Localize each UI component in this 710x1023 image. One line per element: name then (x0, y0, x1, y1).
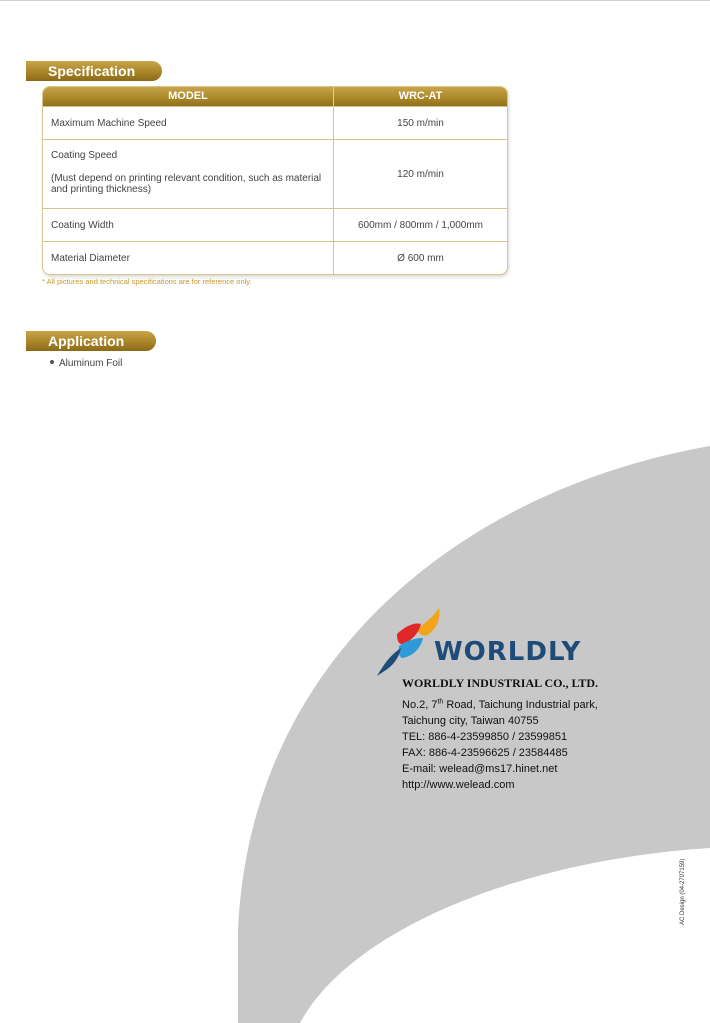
fax: FAX: 886-4-23596625 / 23584485 (402, 747, 568, 759)
company-name: WORLDLY INDUSTRIAL CO., LTD. (402, 676, 599, 690)
row-label: Material Diameter (43, 242, 334, 274)
bullet-icon (50, 360, 54, 364)
row-label: Maximum Machine Speed (43, 107, 334, 139)
table-row (43, 208, 507, 241)
row-value: 120 m/min (397, 168, 444, 180)
table-row (43, 241, 507, 274)
row-value: Ø 600 mm (397, 252, 444, 264)
row-value: 600mm / 800mm / 1,000mm (357, 219, 484, 231)
brand-wordmark: WORLDLY (434, 637, 582, 667)
website: http://www.welead.com (402, 779, 515, 791)
row-note: (Must depend on printing relevant condition, such as material and printing thickness) (51, 173, 322, 195)
row-label: Coating Speed (51, 150, 118, 161)
specification-tab: Specification (26, 61, 162, 81)
table-header-row (43, 87, 507, 106)
email: E-mail: welead@ms17.hinet.net (402, 763, 558, 775)
application-tab: Application (26, 331, 156, 351)
design-credit: AC Design (04-2707159) (680, 858, 686, 925)
company-contact (402, 697, 598, 793)
header-model-value: WRC-AT (398, 90, 443, 102)
address-line-2: Taichung city, Taiwan 40755 (402, 715, 539, 727)
address-line-1: No.2, 7th Road, Taichung Industrial park, (402, 698, 598, 711)
table-row (43, 106, 507, 139)
table-row (43, 139, 507, 208)
row-value: 150 m/min (397, 117, 444, 129)
specification-table (42, 86, 508, 275)
phone: TEL: 886-4-23599850 / 23599851 (402, 731, 568, 743)
disclaimer-note: * All pictures and technical specifications are for reference only. (42, 277, 252, 286)
application-item: Aluminum Foil (59, 358, 123, 369)
list-item (50, 358, 122, 369)
row-label: Coating Width (43, 209, 334, 241)
header-model: MODEL (43, 87, 334, 106)
